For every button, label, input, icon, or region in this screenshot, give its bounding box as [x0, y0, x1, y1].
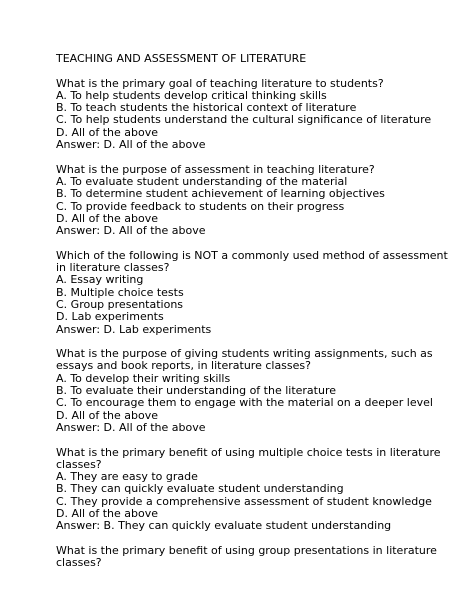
- answer-option: A. They are easy to grade: [56, 470, 198, 484]
- question-text: Which of the following is NOT a commonly used method of assessment: [56, 248, 448, 262]
- answer-option: C. To provide feedback to students on their progress: [56, 199, 345, 213]
- question-text: essays and book reports, in literature classes?: [56, 359, 311, 373]
- question-block-6: [56, 543, 437, 570]
- document-title: TEACHING AND ASSESSMENT OF LITERATURE: [56, 52, 307, 65]
- answer-option: B. To teach students the historical context of literature: [56, 101, 357, 115]
- question-block-1: [56, 78, 434, 152]
- answer-option: B. To evaluate their understanding of the literature: [56, 384, 337, 398]
- question-text: What is the purpose of giving students writing assignments, such as: [56, 347, 433, 361]
- question-text: classes?: [56, 556, 102, 570]
- question-text: What is the purpose of assessment in teaching literature?: [56, 162, 375, 176]
- question-text: in literature classes?: [56, 261, 170, 275]
- question-block-5: [56, 445, 441, 533]
- answer-option: C. To help students understand the cultural significance of literature: [56, 113, 432, 127]
- answer-line: Answer: D. Lab experiments: [56, 322, 212, 336]
- question-text: classes?: [56, 457, 102, 471]
- answer-option: D. All of the above: [56, 506, 158, 520]
- answer-option: C. Group presentations: [56, 297, 184, 311]
- answer-option: D. All of the above: [56, 125, 158, 139]
- answer-option: B. They can quickly evaluate student understanding: [56, 482, 344, 496]
- answer-line: Answer: B. They can quickly evaluate student understanding: [56, 519, 392, 533]
- question-text: What is the primary goal of teaching literature to students?: [56, 76, 384, 90]
- answer-option: D. All of the above: [56, 211, 158, 225]
- question-text: What is the primary benefit of using multiple choice tests in literature: [56, 445, 441, 459]
- answer-option: B. Multiple choice tests: [56, 285, 184, 299]
- question-text: What is the primary benefit of using group presentations in literature: [56, 543, 437, 557]
- answer-option: A. To develop their writing skills: [56, 371, 231, 385]
- answer-line: Answer: D. All of the above: [56, 224, 206, 238]
- answer-option: D. Lab experiments: [56, 310, 164, 324]
- answer-option: A. To help students develop critical thinking skills: [56, 88, 327, 102]
- answer-line: Answer: D. All of the above: [56, 420, 206, 434]
- answer-option: C. They provide a comprehensive assessment of student knowledge: [56, 494, 432, 508]
- question-block-4: [56, 348, 434, 434]
- question-block-3: [56, 248, 448, 336]
- answer-option: D. All of the above: [56, 408, 158, 422]
- question-block-2: [56, 164, 434, 238]
- answer-option: A. To evaluate student understanding of the material: [56, 174, 348, 188]
- answer-line: Answer: D. All of the above: [56, 138, 206, 152]
- answer-option: B. To determine student achievement of learning objectives: [56, 187, 385, 201]
- answer-option: A. Essay writing: [56, 273, 144, 287]
- answer-option: C. To encourage them to engage with the material on a deeper level: [56, 396, 433, 410]
